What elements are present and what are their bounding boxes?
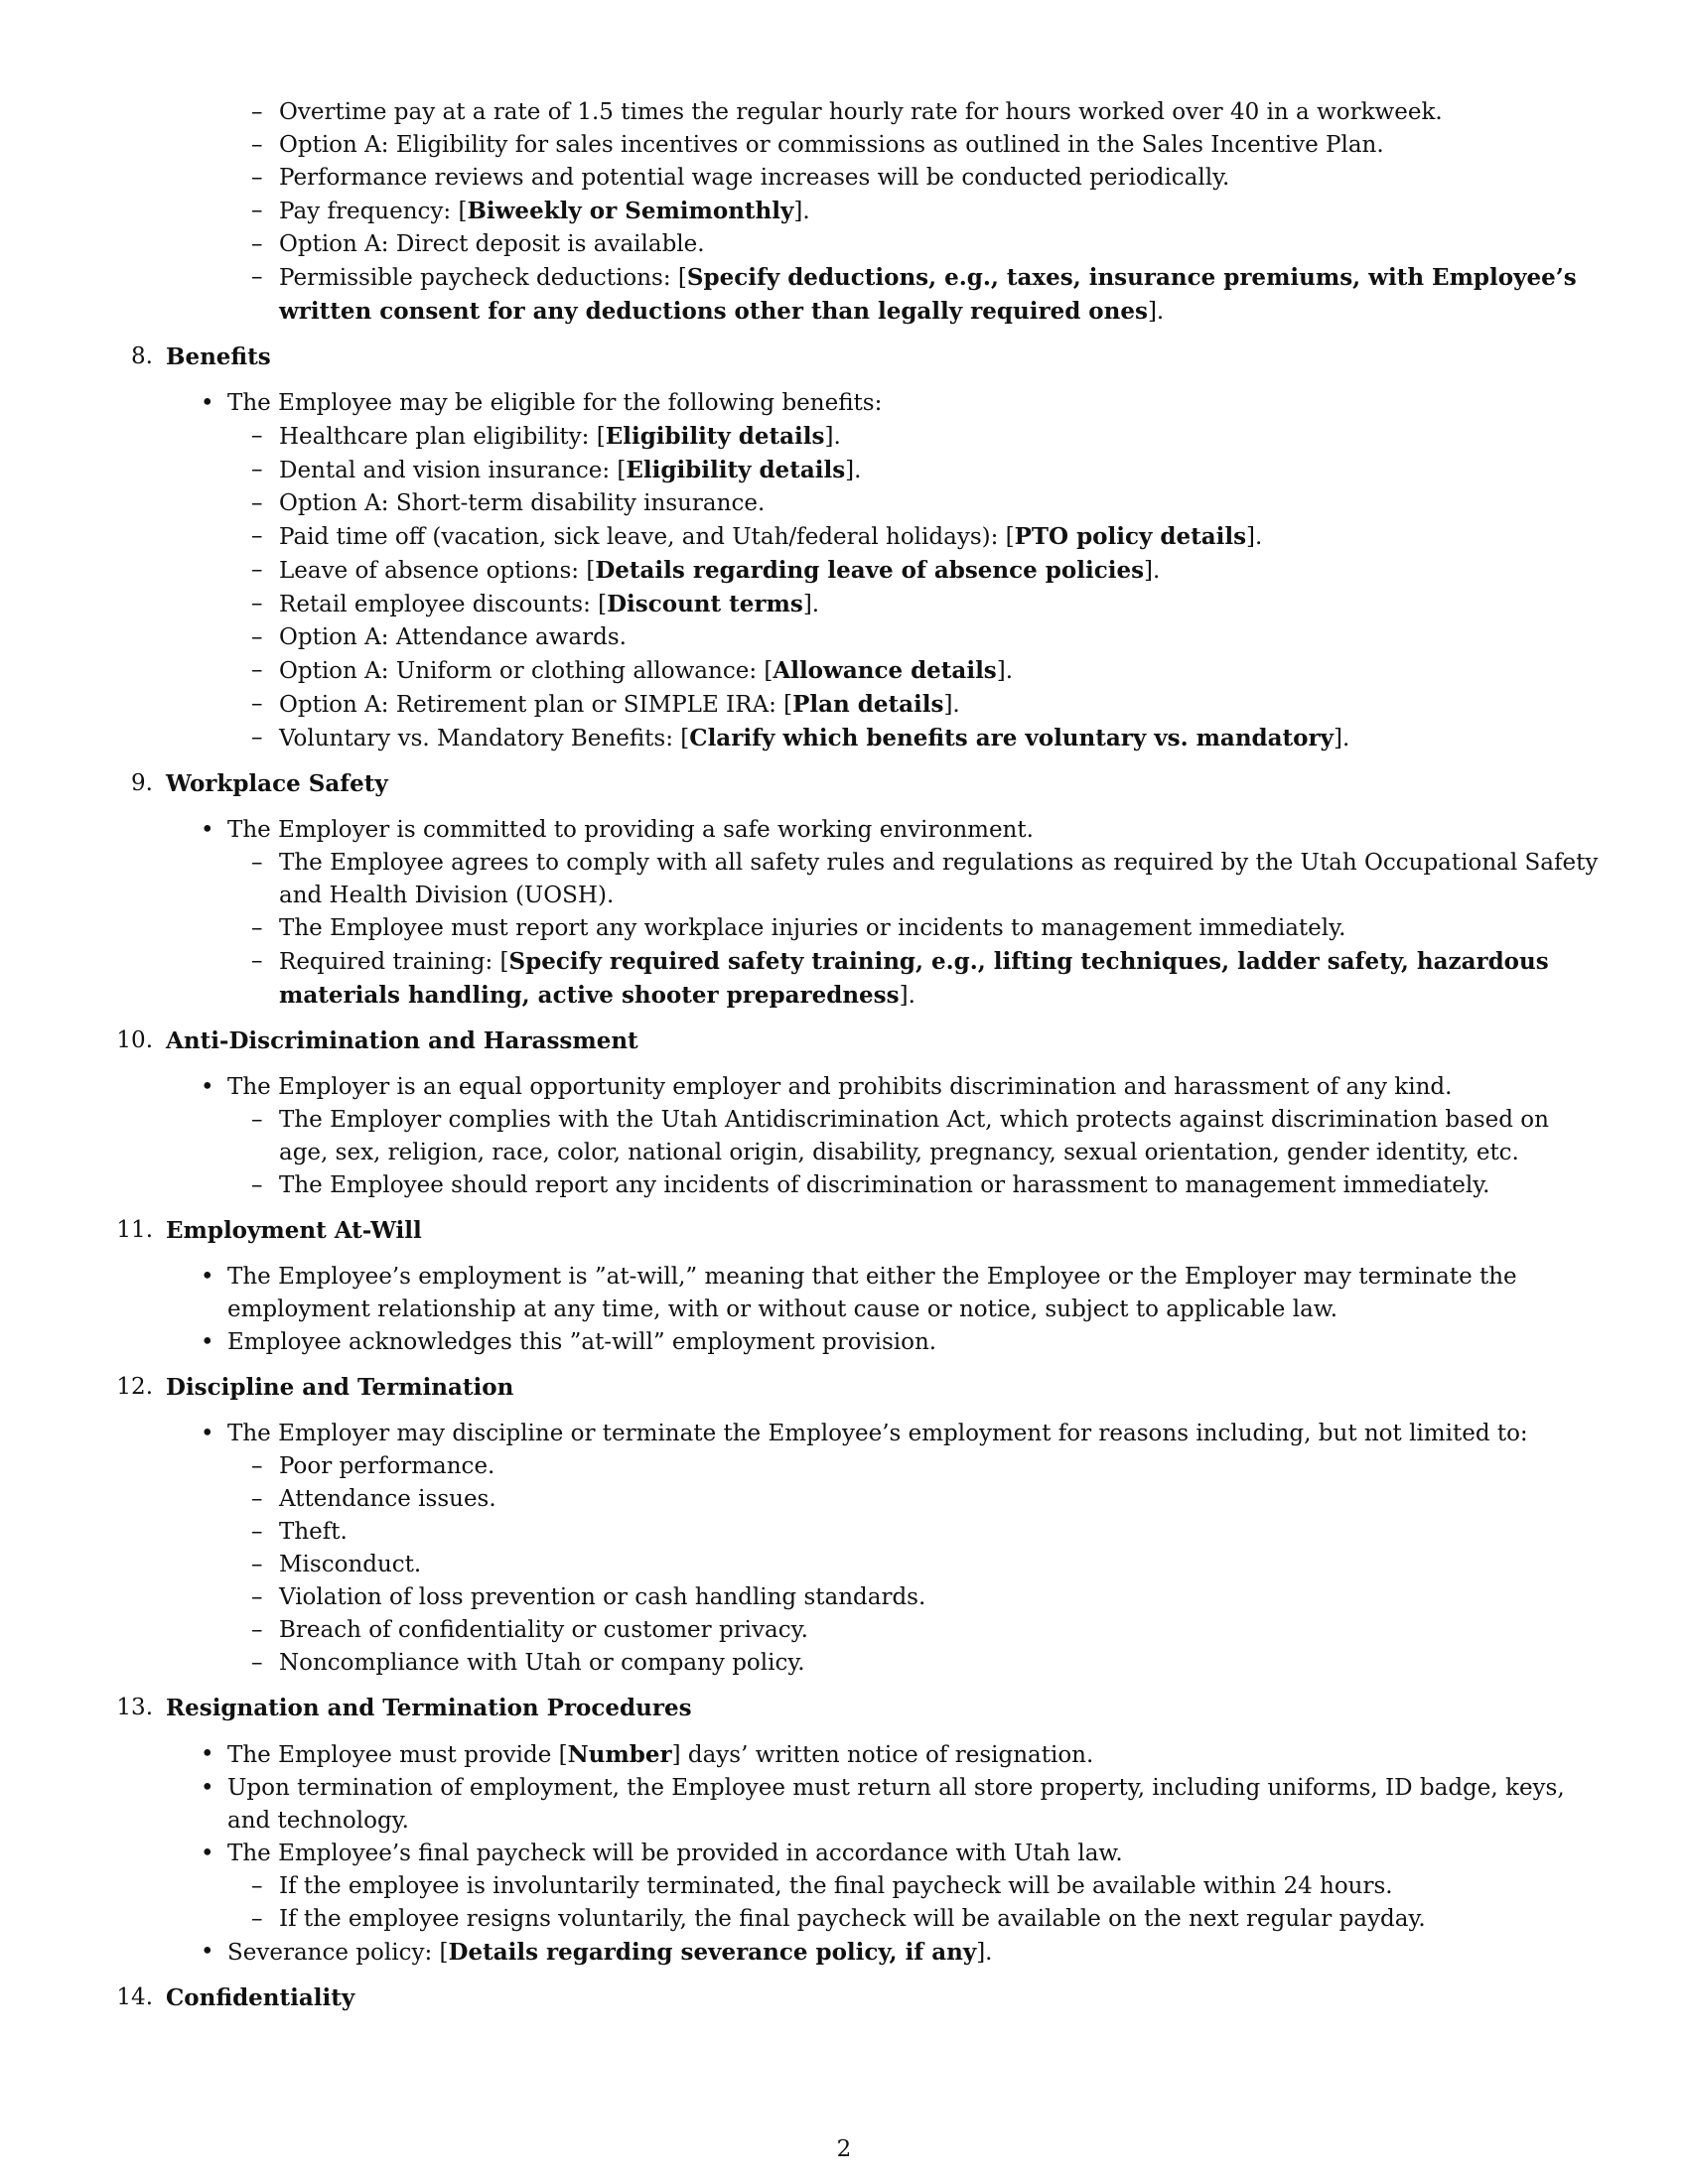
item-text: Upon termination of employment, the Employee must return all store property, including uniforms, ID badge, keys, and technology. [227,1775,1565,1834]
bullet-marker: • [201,1329,214,1355]
placeholder-text: Biweekly or Semimonthly [467,198,794,224]
sub-list-item [119,1104,1599,1169]
item-text: Misconduct. [279,1552,422,1577]
dash-marker: – [251,1107,263,1133]
item-text: Breach of confidentiality or customer privacy. [279,1617,808,1643]
item-text: Option A: Short-term disability insurance. [279,490,766,516]
item-text: The Employee’s employment is ”at-will,” meaning that either the Employee or the Employer may terminate the employment relationship at any time, with or without cause or notice, subject to applicable law. [227,1264,1517,1322]
item-text: Required training: [ [279,949,509,975]
placeholder-text: Details regarding leave of absence policies [595,557,1145,584]
placeholder-text: Specify deductions, e.g., taxes, insurance premiums, with Employee’s written consent for any deductions other than legally required ones [279,264,1577,325]
section-number: 8. [131,343,153,369]
dash-marker: – [251,725,263,751]
sub-list-item [119,195,1599,228]
sub-list-item [119,621,1599,654]
item-text: Option A: Uniform or clothing allowance: [ [279,658,774,684]
item-text: Healthcare plan eligibility: [ [279,424,606,450]
section-heading [119,767,1599,800]
sub-list-item [119,1549,1599,1581]
dash-marker: – [251,1552,263,1577]
item-text: Option A: Eligibility for sales incentives or commissions as outlined in the Sales Incentive Plan. [279,132,1384,158]
item-text-after: ]. [899,983,915,1009]
item-text: The Employee must report any workplace injuries or incidents to management immediately. [279,915,1346,941]
section-title: Benefits [166,343,271,370]
item-text-after: ]. [824,424,841,450]
document-body [116,96,1599,2028]
bullet-marker: • [201,1741,214,1767]
bullet-list-item [119,1418,1599,1450]
section-title: Anti-Discrimination and Harassment [166,1027,638,1054]
item-text: Leave of absence options: [ [279,558,596,584]
placeholder-text: Plan details [792,691,944,718]
item-text: Poor performance. [279,1453,495,1479]
sub-list-item [119,228,1599,261]
sub-list-item [119,420,1599,454]
dash-marker: – [251,1453,263,1479]
placeholder-text: Details regarding severance policy, if any [448,1939,977,1966]
item-text: Paid time off (vacation, sick leave, and Utah/federal holidays): [ [279,524,1015,550]
sub-list-item [119,1450,1599,1483]
sub-list-item [119,654,1599,688]
section-heading [116,1692,1599,1724]
item-text-after: ]. [793,199,810,224]
placeholder-text: PTO policy details [1014,523,1247,550]
item-text: Overtime pay at a rate of 1.5 times the regular hourly rate for hours worked over 40 in a workweek. [279,99,1443,125]
section-title: Employment At-Will [166,1217,422,1244]
bullet-marker: • [201,1841,214,1866]
item-text-after: ]. [976,1940,993,1966]
item-text-after: ]. [943,692,960,718]
dash-marker: – [251,591,263,616]
dash-marker: – [251,423,263,449]
bullet-list-item [119,1838,1599,1870]
dash-marker: – [251,691,263,717]
item-text: Option A: Retirement plan or SIMPLE IRA: [ [279,692,793,718]
item-text: Noncompliance with Utah or company policy. [279,1650,805,1676]
sub-list-item [119,1483,1599,1516]
sub-list-item [119,847,1599,912]
dash-marker: – [251,850,263,876]
dash-marker: – [251,1519,263,1545]
sub-list-item [119,487,1599,520]
item-text: The Employee may be eligible for the following benefits: [227,390,883,416]
item-text: Theft. [279,1519,348,1545]
item-text: Severance policy: [ [227,1940,449,1966]
dash-marker: – [251,557,263,583]
dash-marker: – [251,1617,263,1643]
sub-list-item [119,588,1599,621]
section-number: 9. [131,770,153,796]
bullet-list-item [119,1071,1599,1104]
dash-marker: – [251,99,263,125]
item-text: Violation of loss prevention or cash handling standards. [279,1584,926,1610]
sub-list-item [119,520,1599,554]
section-number: 10. [116,1027,153,1053]
section-heading [116,1371,1599,1404]
placeholder-text: Number [567,1741,672,1768]
sub-list-item [119,454,1599,487]
item-text: Employee acknowledges this ”at-will” employment provision. [227,1329,937,1355]
dash-marker: – [251,523,263,549]
item-text: The Employee agrees to comply with all safety rules and regulations as required by the Utah Occupational Safety and Health Division (UOSH). [279,850,1599,908]
item-text-after: ]. [1144,558,1161,584]
sub-list-item [119,688,1599,722]
item-text: Voluntary vs. Mandatory Benefits: [ [279,726,690,751]
bullet-marker: • [201,390,214,416]
section-number: 11. [116,1217,153,1243]
item-text: Permissible paycheck deductions: [ [279,265,687,291]
item-text: The Employee should report any incidents of discrimination or harassment to management immediately. [279,1172,1490,1198]
dash-marker: – [251,657,263,683]
dash-marker: – [251,948,263,974]
bullet-list-item [119,1326,1599,1359]
dash-marker: – [251,1584,263,1610]
bullet-marker: • [201,1421,214,1446]
bullet-list-item [119,1261,1599,1326]
dash-marker: – [251,231,263,257]
section-number: 14. [116,1984,153,2010]
sub-list-item [119,722,1599,755]
bullet-list-item [119,814,1599,847]
sub-list-item [119,96,1599,129]
sub-list-item [119,554,1599,588]
item-text: The Employer is an equal opportunity employer and prohibits discrimination and harassment of any kind. [227,1074,1453,1100]
item-text-after: ]. [996,658,1014,684]
item-text: Option A: Attendance awards. [279,624,627,650]
dash-marker: – [251,264,263,290]
item-text-after: ]. [802,592,820,617]
section-number: 12. [116,1374,153,1400]
section-heading [116,1981,1599,2014]
section-heading [116,1024,1599,1057]
item-text: Pay frequency: [ [279,199,468,224]
dash-marker: – [251,490,263,516]
sub-list-item [119,1169,1599,1202]
bullet-marker: • [201,1074,214,1100]
section-title: Confidentiality [166,1984,355,2011]
item-text: The Employer is committed to providing a safe working environment. [227,817,1034,843]
placeholder-text: Discount terms [607,591,803,617]
sub-list-item [119,129,1599,162]
section-title: Resignation and Termination Procedures [166,1695,692,1721]
sub-list-item [119,261,1599,329]
dash-marker: – [251,1650,263,1676]
item-text: Performance reviews and potential wage increases will be conducted periodically. [279,165,1230,191]
bullet-list-item [119,1738,1599,1772]
page-number: 2 [836,2136,852,2162]
sub-list-item [119,1516,1599,1549]
section-number: 13. [116,1695,153,1720]
dash-marker: – [251,132,263,158]
bullet-list-item [119,1772,1599,1838]
item-text: The Employee must provide [ [227,1742,568,1768]
dash-marker: – [251,624,263,650]
item-text: Option A: Direct deposit is available. [279,231,705,257]
section-title: Discipline and Termination [166,1374,514,1401]
section-heading [119,341,1599,373]
sub-list-item [119,1647,1599,1680]
placeholder-text: Eligibility details [626,457,846,483]
bullet-list-item [119,1936,1599,1970]
bullet-marker: • [201,817,214,843]
dash-marker: – [251,457,263,482]
placeholder-text: Allowance details [773,657,997,684]
item-text: If the employee resigns voluntarily, the final paycheck will be available on the next regular payday. [279,1906,1426,1932]
dash-marker: – [251,1172,263,1198]
section-heading [116,1214,1599,1247]
dash-marker: – [251,915,263,941]
sub-list-item [119,945,1599,1013]
item-text-after: ]. [1246,524,1263,550]
sub-list-item [119,912,1599,945]
item-text-after: ]. [845,458,862,483]
sub-list-item [119,1870,1599,1903]
dash-marker: – [251,1906,263,1932]
dash-marker: – [251,198,263,223]
sub-list-item [119,162,1599,195]
bullet-marker: • [201,1939,214,1965]
item-text-after: ]. [1147,299,1165,325]
item-text-after: ]. [1333,726,1350,751]
sub-list-item [119,1614,1599,1647]
bullet-marker: • [201,1775,214,1801]
item-text: The Employer may discipline or terminate the Employee’s employment for reasons including, but not limited to: [227,1421,1528,1446]
sub-list-item [119,1581,1599,1614]
dash-marker: – [251,1873,263,1899]
item-text: Dental and vision insurance: [ [279,458,627,483]
item-text: Attendance issues. [279,1486,496,1512]
sub-list-item [119,1903,1599,1936]
item-text: If the employee is involuntarily terminated, the final paycheck will be available within 24 hours. [279,1873,1393,1899]
section-title: Workplace Safety [166,770,388,797]
item-text: The Employee’s final paycheck will be provided in accordance with Utah law. [227,1841,1123,1866]
item-text-after: ] days’ written notice of resignation. [671,1742,1094,1768]
placeholder-text: Clarify which benefits are voluntary vs. mandatory [689,725,1334,751]
dash-marker: – [251,165,263,191]
bullet-marker: • [201,1264,214,1290]
placeholder-text: Eligibility details [605,423,825,450]
placeholder-text: Specify required safety training, e.g., lifting techniques, ladder safety, hazardous materials handling, active shooter preparedness [279,948,1549,1009]
bullet-list-item [119,387,1599,420]
item-text: The Employer complies with the Utah Antidiscrimination Act, which protects against discrimination based on age, sex, religion, race, color, national origin, disability, pregnancy, sexual orientation, gender identity, etc. [279,1107,1549,1165]
dash-marker: – [251,1486,263,1512]
item-text: Retail employee discounts: [ [279,592,608,617]
